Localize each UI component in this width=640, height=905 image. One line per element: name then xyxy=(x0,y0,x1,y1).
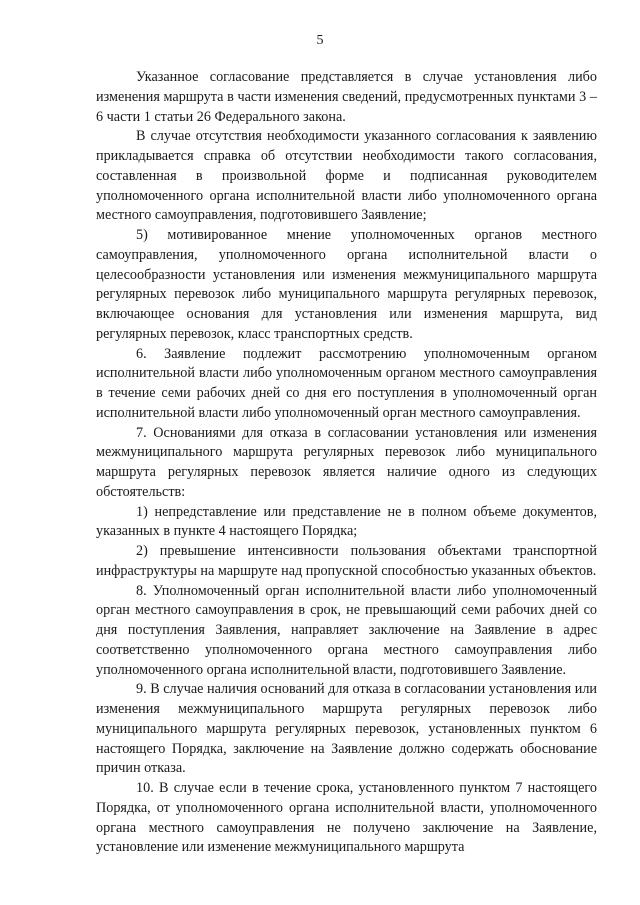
page-number: 5 xyxy=(316,33,324,48)
paragraph-clause-7-item-1: 1) непредставление или представление не в полном объеме документов, указанных в пункте 4 настоящего Порядка; xyxy=(96,503,597,540)
document-body xyxy=(96,68,597,858)
paragraph-approval-note: Указанное согласование представляется в случае установления либо изменения маршрута в части изменения сведений, предусмотренных пунктами 3 – 6 части 1 статьи 26 Федерального закона. xyxy=(96,69,597,125)
paragraph-clause-9: 9. В случае наличия оснований для отказа в согласовании установления или изменения межмуниципального маршрута регулярных перевозок либо муниципального маршрута регулярных перевозок, установленных пунктом 6 настоящего Порядка, заключение на Заявление должно содержать обоснование причин отказа. xyxy=(96,681,597,777)
paragraph-clause-7-item-2: 2) превышение интенсивности пользования объектами транспортной инфраструктуры на маршруте над пропускной способностью указанных объектов. xyxy=(96,543,597,579)
paragraph-item-5-opinion: 5) мотивированное мнение уполномоченных органов местного самоуправления, уполномоченного органа исполнительной власти о целесообразности установления или изменения межмуниципального маршрута регулярных перевозок либо муниципального маршрута регулярных перевозок, включающее основания для установления или изменения маршрута, вид регулярных перевозок, класс транспортных средств. xyxy=(96,227,597,342)
paragraph-clause-6: 6. Заявление подлежит рассмотрению уполномоченным органом исполнительной власти либо уполномоченным органом местного самоуправления в течение семи рабочих дней со дня его поступления в уполномоченный орган исполнительной власти либо уполномоченный орган местного самоуправления. xyxy=(96,345,597,421)
paragraph-clause-8: 8. Уполномоченный орган исполнительной власти либо уполномоченный орган местного самоуправления в срок, не превышающий семи рабочих дней со дня поступления Заявления, направляет заключение на Заявление в адрес соответственно уполномоченного органа местного самоуправления либо уполномоченного органа исполнительной власти, подготовившего Заявление. xyxy=(96,582,597,678)
paragraph-no-approval-certificate: В случае отсутствия необходимости указанного согласования к заявлению прикладывается справка об отсутствии необходимости такого согласования, составленная в произвольной форме и подписанная руководителем уполномоченного органа исполнительной власти либо уполномоченного органа местного самоуправления, подготовившего Заявление; xyxy=(96,128,597,224)
paragraph-clause-10: 10. В случае если в течение срока, установленного пунктом 7 настоящего Порядка, от уполномоченного органа исполнительной власти, уполномоченного органа местного самоуправления не получено заключение на Заявление, установление или изменение межмуниципального маршрута xyxy=(96,780,597,856)
paragraph-clause-7: 7. Основаниями для отказа в согласовании установления или изменения межмуниципального маршрута регулярных перевозок либо муниципального маршрута регулярных перевозок является наличие одного из следующих обстоятельств: xyxy=(96,424,597,500)
